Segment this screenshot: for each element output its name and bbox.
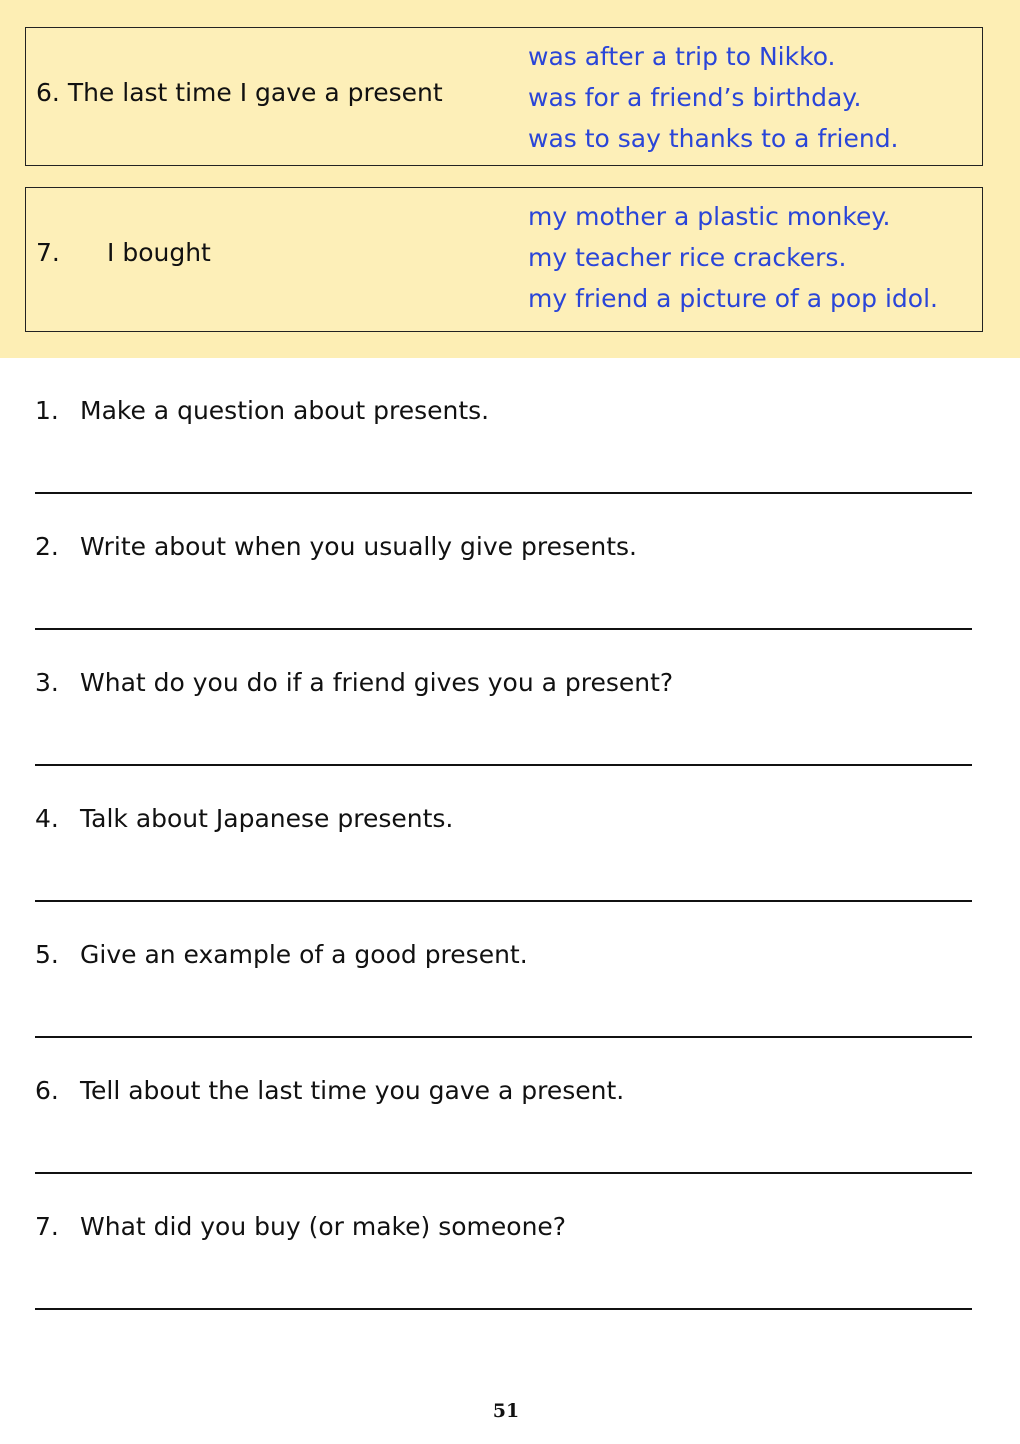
question-item — [0, 902, 1020, 1038]
sentence-box-7 — [25, 187, 983, 332]
answer-line[interactable] — [35, 1308, 972, 1310]
question-number: 1. — [35, 396, 59, 425]
question-number: 5. — [35, 940, 59, 969]
question-number: 6. — [35, 1076, 59, 1105]
ending-option: my friend a picture of a pop idol. — [528, 284, 938, 313]
question-number: 3. — [35, 668, 59, 697]
sentence-box-6 — [25, 27, 983, 166]
ending-option: was for a friend’s birthday. — [528, 83, 862, 112]
question-text: Tell about the last time you gave a present. — [80, 1076, 625, 1105]
sentence-stem-6 — [36, 78, 443, 107]
ending-option: was after a trip to Nikko. — [528, 42, 836, 71]
question-item — [0, 1174, 1020, 1310]
ending-list-6 — [528, 36, 899, 159]
question-item — [0, 1038, 1020, 1174]
stem-text: I bought — [107, 238, 211, 267]
question-text: What did you buy (or make) someone? — [80, 1212, 567, 1241]
ending-list-7 — [528, 196, 938, 319]
question-item — [0, 358, 1020, 494]
question-text: Talk about Japanese presents. — [80, 804, 454, 833]
question-item — [0, 766, 1020, 902]
question-item — [0, 494, 1020, 630]
question-text: Give an example of a good present. — [80, 940, 528, 969]
question-number: 7. — [35, 1212, 59, 1241]
question-number: 4. — [35, 804, 59, 833]
stem-number: 7. — [36, 238, 60, 267]
question-text: What do you do if a friend gives you a present? — [80, 668, 674, 697]
ending-option: my teacher rice crackers. — [528, 243, 847, 272]
question-number: 2. — [35, 532, 59, 561]
question-item — [0, 630, 1020, 766]
ending-option: was to say thanks to a friend. — [528, 124, 899, 153]
sentence-building-panel — [0, 0, 1020, 358]
stem-number: 6. — [36, 78, 60, 107]
question-text: Make a question about presents. — [80, 396, 490, 425]
question-text: Write about when you usually give presents. — [80, 532, 637, 561]
page-number: 51 — [492, 1400, 520, 1422]
ending-option: my mother a plastic monkey. — [528, 202, 891, 231]
stem-text: The last time I gave a present — [67, 78, 443, 107]
